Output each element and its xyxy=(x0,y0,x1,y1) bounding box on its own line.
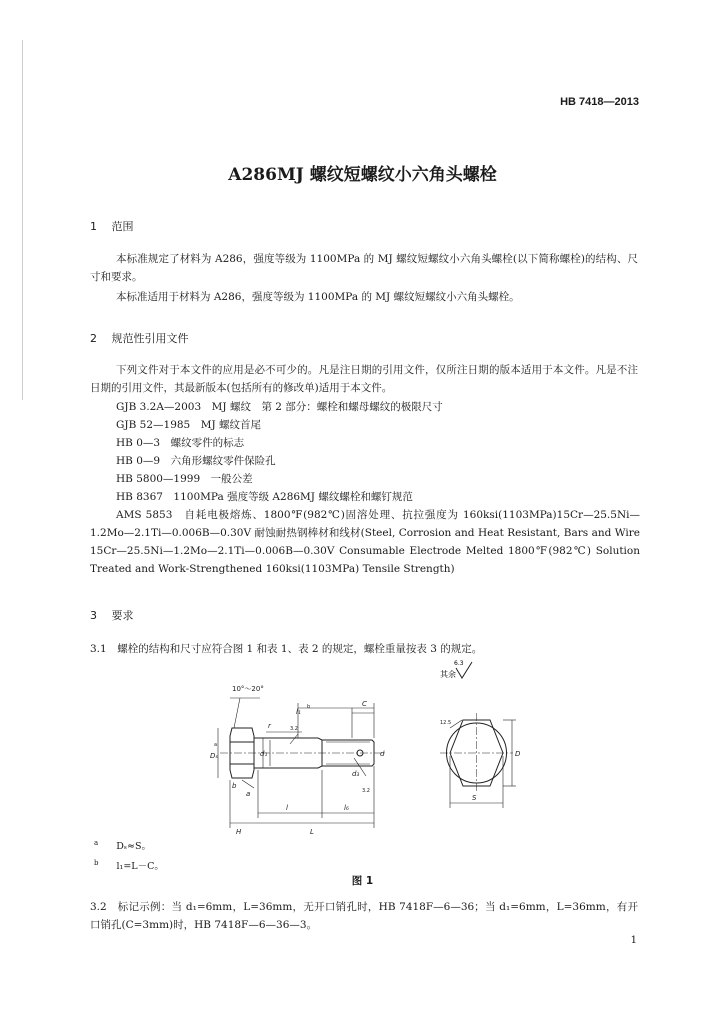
reference-item: HB 5800—1999 一般公差 xyxy=(116,473,253,485)
figure-notes xyxy=(94,835,164,875)
standard-number: HB 7418—2013 xyxy=(560,96,639,108)
c-label: C xyxy=(362,700,367,708)
l1-label: l₁ xyxy=(296,708,301,716)
section-1-heading xyxy=(90,218,134,234)
section-2-title: 规范性引用文件 xyxy=(111,332,189,345)
note-mark: a xyxy=(94,839,99,847)
ds-label: Dₛ xyxy=(210,752,219,760)
reference-item-ams: AMS 5853 自耗电极熔炼、1800℉(982℃)固溶处理、抗拉强度为 160ksi(1103MPa)15Cr—25.5Ni—1.2Mo—2.1Ti—0.006B—0.30V 耐蚀耐热钢棒材和线材(Steel, Corrosion and Heat Resistant, Bars and Wire 15Cr—25.5Ni—1.2Mo—2.1Ti—0.006B—0.30V Consumable Electrode Melted 1800℉(982℃) Solution Treated and Work-Strengthened 160ksi(1103MPa) Tensile Strength) xyxy=(90,509,640,575)
figure-1-drawing xyxy=(90,658,635,868)
reference-item: HB 0—3 螺纹零件的标志 xyxy=(116,437,245,449)
section-1-paragraph-2: 本标准适用于材料为 A286，强度等级为 1100MPa 的 MJ 螺纹短螺纹小六角头螺栓。 xyxy=(116,291,520,303)
section-1-number: 1 xyxy=(90,220,97,233)
reference-list xyxy=(90,398,640,578)
figure-caption: 图 1 xyxy=(351,875,374,887)
section-3-heading xyxy=(90,607,134,623)
page-number: 1 xyxy=(630,935,637,946)
section-1-title: 范围 xyxy=(111,220,134,233)
l-label: l xyxy=(286,804,288,812)
surface-125-label: 12.5 xyxy=(440,720,452,726)
clause-3-2: 3.2 标记示例：当 d₁=6mm，L=36mm，无开口销孔时，HB 7418F—6—36；当 d₁=6mm，L=36mm，有开口销孔(C=3mm)时，HB 7418F—6—36—3。 xyxy=(90,901,638,931)
note-mark: b xyxy=(94,859,99,868)
big-d-label: D xyxy=(515,750,521,758)
section-3-number: 3 xyxy=(90,609,97,622)
bolt-side-view xyxy=(218,698,385,828)
l1-note-mark: b xyxy=(307,704,311,710)
s-label: S xyxy=(472,794,477,802)
reference-item: GJB 3.2A—2003 MJ 螺纹 第 2 部分：螺栓和螺母螺纹的极限尺寸 xyxy=(116,401,443,413)
scan-margin-line xyxy=(22,40,23,400)
big-l-label: L xyxy=(310,828,314,836)
section-1-paragraph-1: 本标准规定了材料为 A286，强度等级为 1100MPa 的 MJ 螺纹短螺纹小六角头螺栓(以下简称螺栓)的结构、尺寸和要求。 xyxy=(90,253,638,283)
section-3-title: 要求 xyxy=(111,609,134,622)
surface-rest-label: 其余 xyxy=(440,670,456,679)
surface-value-label: 6.3 xyxy=(454,660,464,667)
ds-note-mark: a xyxy=(214,742,218,748)
lb-label: l₆ xyxy=(344,804,349,812)
h-label: H xyxy=(236,828,242,836)
clause-3-1: 3.1 螺栓的结构和尺寸应符合图 1 和表 1、表 2 的规定，螺栓重量按表 3 的规定。 xyxy=(90,643,483,655)
a-label: a xyxy=(246,790,251,798)
section-2-heading xyxy=(90,330,189,346)
section-2-intro: 下列文件对于本文件的应用是必不可少的。凡是注日期的引用文件，仅所注日期的版本适用于本文件。凡是不注日期的引用文件，其最新版本(包括所有的修改单)适用于本文件。 xyxy=(90,364,638,394)
note-text: l₁=L－C。 xyxy=(116,861,164,873)
surface-32-label: 3.2 xyxy=(290,726,298,732)
surface-32b-label: 3.2 xyxy=(362,788,370,794)
reference-item: HB 8367 1100MPa 强度等级 A286MJ 螺纹螺栓和螺钉规范 xyxy=(116,491,413,503)
bolt-end-view xyxy=(440,713,516,808)
d1-label: d₁ xyxy=(260,750,268,758)
reference-item: GJB 52—1985 MJ 螺纹首尾 xyxy=(116,419,262,431)
d-label: d xyxy=(380,750,385,758)
d3-label: d₃ xyxy=(352,770,360,778)
section-2-number: 2 xyxy=(90,332,97,345)
angle-label: 10°～20° xyxy=(232,685,264,693)
note-text: Dₛ≈S。 xyxy=(116,841,151,853)
r-label: r xyxy=(268,722,271,730)
b-label: b xyxy=(232,782,237,790)
figure-note xyxy=(94,835,164,855)
document-title: A286MJ 螺纹短螺纹小六角头螺栓 xyxy=(228,165,497,185)
reference-item: HB 0—9 六角形螺纹零件保险孔 xyxy=(116,455,276,467)
